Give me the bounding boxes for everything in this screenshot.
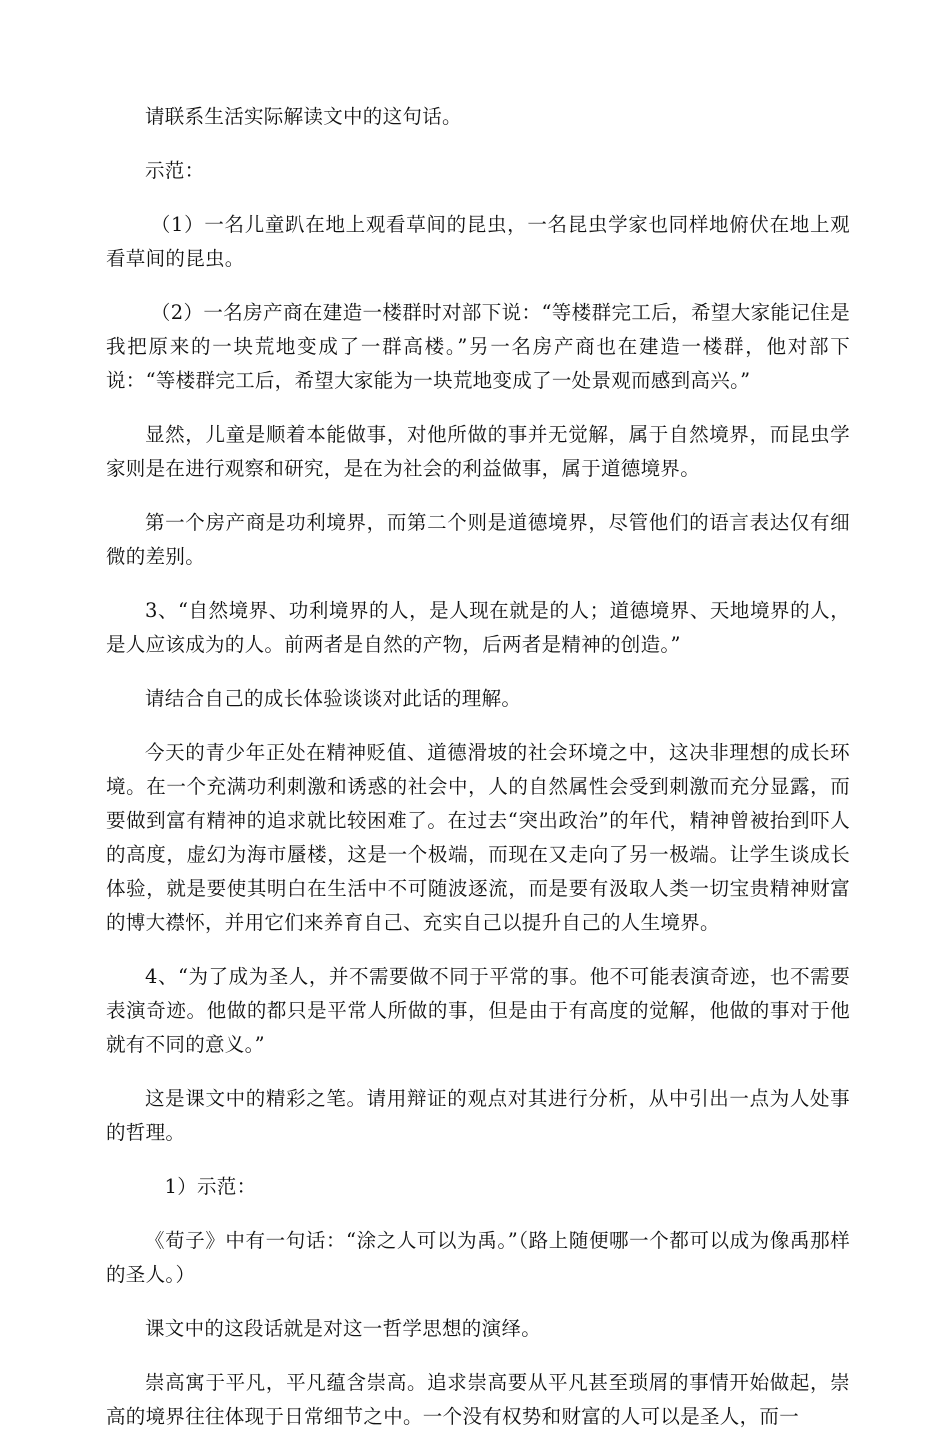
paragraph-example-2: （2）一名房产商在建造一楼群时对部下说：“等楼群完工后，希望大家能记住是我把原来的一块荒地变成了一群高楼。”另一名房产商也在建造一楼群，他对部下说：“等楼群完工后，希望大家能为一块荒地变成了一处景观而感到高兴。” (106, 301, 850, 392)
paragraph-xunzi-quote: 《荀子》中有一句话：“涂之人可以为禹。”（路上随便哪一个都可以成为像禹那样的圣人。） (106, 1229, 850, 1286)
paragraph-example-label: 示范： (145, 159, 205, 182)
paragraph-question-3-answer: 今天的青少年正处在精神贬值、道德滑坡的社会环境之中，这决非理想的成长环境。在一个充满功利刺激和诱惑的社会中，人的自然属性会受到刺激而充分显露，而要做到富有精神的追求就比较困难了。在过去“突出政治”的年代，精神曾被抬到吓人的高度，虚幻为海市蜃楼，这是一个极端，而现在又走向了另一极端。让学生谈成长体验，就是要使其明白在生活中不可随波逐流，而是要有汲取人类一切宝贵精神财富的博大襟怀，并用它们来养育自己、充实自己以提升自己的人生境界。 (106, 741, 850, 934)
paragraph-question-4: 4、“为了成为圣人，并不需要做不同于平常的事。他不可能表演奇迹，也不需要表演奇迹。他做的都只是平常人所做的事，但是由于有高度的觉解，他做的事对于他就有不同的意义。” (106, 965, 850, 1056)
paragraph-question-4-prompt: 这是课文中的精彩之笔。请用辩证的观点对其进行分析，从中引出一点为人处事的哲理。 (106, 1087, 850, 1144)
paragraph-instruction: 请联系生活实际解读文中的这句话。 (145, 105, 462, 128)
paragraph-question-3-prompt: 请结合自己的成长体验谈谈对此话的理解。 (145, 687, 522, 710)
paragraph-question-3: 3、“自然境界、功利境界的人，是人现在就是的人；道德境界、天地境界的人，是人应该成为的人。前两者是自然的产物，后两者是精神的创造。” (106, 599, 850, 656)
paragraph-analysis-child: 显然，儿童是顺着本能做事，对他所做的事并无觉解，属于自然境界，而昆虫学家则是在进行观察和研究，是在为社会的利益做事，属于道德境界。 (106, 423, 850, 480)
paragraph-deduction: 课文中的这段话就是对这一哲学思想的演绎。 (145, 1317, 542, 1340)
paragraph-sublime-ordinary: 崇高寓于平凡，平凡蕴含崇高。追求崇高要从平凡甚至琐屑的事情开始做起，崇高的境界往往体现于日常细节之中。一个没有权势和财富的人可以是圣人，而一 (106, 1371, 850, 1428)
paragraph-example-heading: 1）示范： (164, 1175, 257, 1198)
paragraph-analysis-developer: 第一个房产商是功利境界，而第二个则是道德境界，尽管他们的语言表达仅有细微的差别。 (106, 511, 850, 568)
document-body (106, 100, 850, 1454)
paragraph-example-1: （1）一名儿童趴在地上观看草间的昆虫，一名昆虫学家也同样地俯伏在地上观看草间的昆虫。 (106, 213, 850, 270)
